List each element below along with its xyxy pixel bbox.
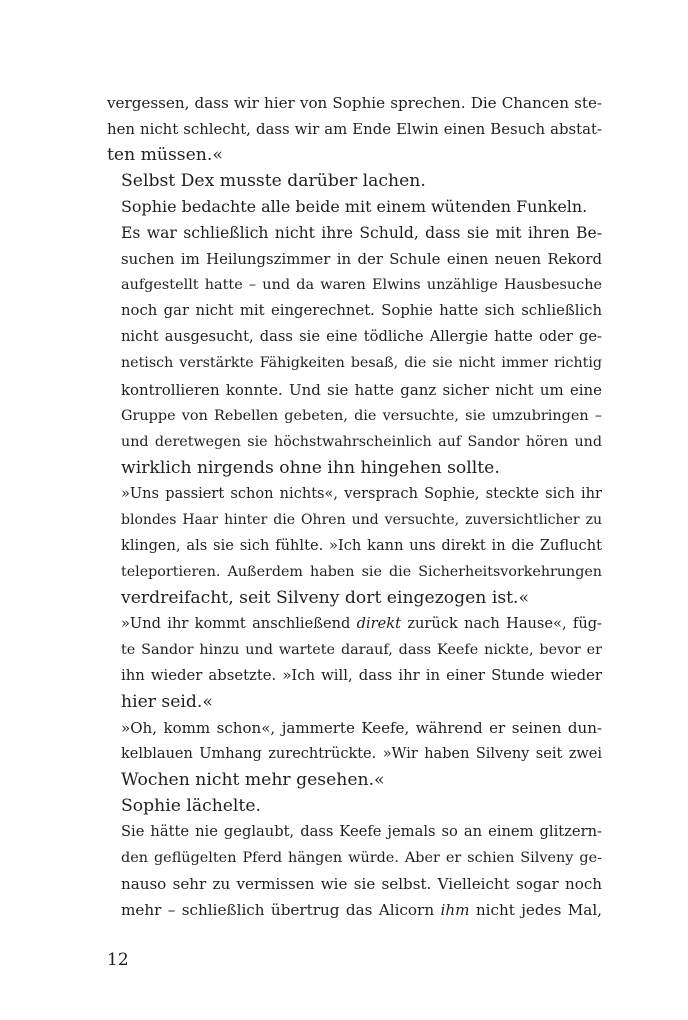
- page-number: 12: [107, 950, 129, 970]
- text-line: »Und ihr kommt anschließend direkt zurück nach Hause«, füg-: [121, 614, 602, 632]
- text-line: suchen im Heilungszimmer in der Schule einen neuen Rekord: [121, 250, 602, 269]
- text-line: Gruppe von Rebellen gebeten, die versuchte, sie umzubringen –: [121, 407, 602, 424]
- text-line: klingen, als sie sich fühlte. »Ich kann uns direkt in die Zuflucht: [121, 536, 602, 554]
- text-line: »Uns passiert schon nichts«, versprach Sophie, steckte sich ihr: [121, 484, 602, 502]
- text-line: teleportieren. Außerdem haben sie die Sicherheitsvorkehrungen: [121, 563, 602, 580]
- text-line: »Oh, komm schon«, jammerte Keefe, während er seinen dun-: [121, 719, 602, 738]
- paragraph: [107, 168, 602, 194]
- text-line: Selbst Dex musste darüber lachen.: [121, 171, 426, 192]
- text-line: kontrollieren konnte. Und sie hatte ganz sicher nicht um eine: [121, 380, 602, 399]
- text-line: aufgestellt hatte – und da waren Elwins unzählige Hausbesuche: [121, 277, 602, 294]
- text-line: te Sandor hinzu und wartete darauf, dass Keefe nickte, bevor er: [121, 641, 602, 658]
- text-line: verdreifacht, seit Silveny dort eingezogen ist.«: [121, 587, 530, 608]
- paragraph: [107, 90, 602, 168]
- text-line: blondes Haar hinter die Ohren und versuchte, zuversichtlicher zu: [121, 511, 602, 528]
- text-line: nicht ausgesucht, dass sie eine tödliche Allergie hatte oder ge-: [121, 328, 602, 346]
- paragraph: [107, 611, 602, 715]
- text-line: wirklich nirgends ohne ihn hingehen sollte.: [121, 457, 500, 478]
- text-line: Sophie bedachte alle beide mit einem wütenden Funkeln.: [121, 197, 588, 217]
- text-line: Sophie lächelte.: [121, 796, 261, 817]
- text-line: noch gar nicht mit eingerechnet. Sophie hatte sich schließlich: [121, 302, 602, 320]
- paragraph: [107, 481, 602, 611]
- text-line: hen nicht schlecht, dass wir am Ende Elwin einen Besuch abstat-: [107, 120, 602, 139]
- paragraph: [107, 793, 602, 819]
- text-line: den geflügelten Pferd hängen würde. Aber er schien Silveny ge-: [121, 850, 602, 867]
- paragraph: [107, 194, 602, 220]
- paragraph: [107, 715, 602, 793]
- text-line: mehr – schließlich übertrug das Alicorn ihm nicht jedes Mal,: [121, 901, 603, 920]
- text-line: kelblauen Umhang zurechtrückte. »Wir haben Silveny seit zwei: [121, 746, 602, 763]
- paragraph: [107, 819, 602, 923]
- text-line: netisch verstärkte Fähigkeiten besaß, die sie nicht immer richtig: [121, 355, 602, 372]
- text-line: ihn wieder absetzte. »Ich will, dass ihr in einer Stunde wieder: [121, 667, 602, 685]
- text-line: Es war schließlich nicht ihre Schuld, dass sie mit ihren Be-: [121, 224, 602, 243]
- body-text: [107, 90, 602, 924]
- text-line: vergessen, dass wir hier von Sophie sprechen. Die Chancen ste-: [107, 94, 602, 112]
- text-line: ten müssen.«: [107, 145, 223, 166]
- text-line: und deretwegen sie höchstwahrscheinlich auf Sandor hören und: [121, 433, 602, 450]
- text-line: Wochen nicht mehr gesehen.«: [121, 770, 385, 791]
- text-line: Sie hätte nie geglaubt, dass Keefe jemals so an einem glitzern-: [121, 823, 602, 841]
- paragraph: [107, 220, 602, 480]
- text-line: hier seid.«: [121, 692, 213, 713]
- text-line: nauso sehr zu vermissen wie sie selbst. Vielleicht sogar noch: [121, 875, 602, 894]
